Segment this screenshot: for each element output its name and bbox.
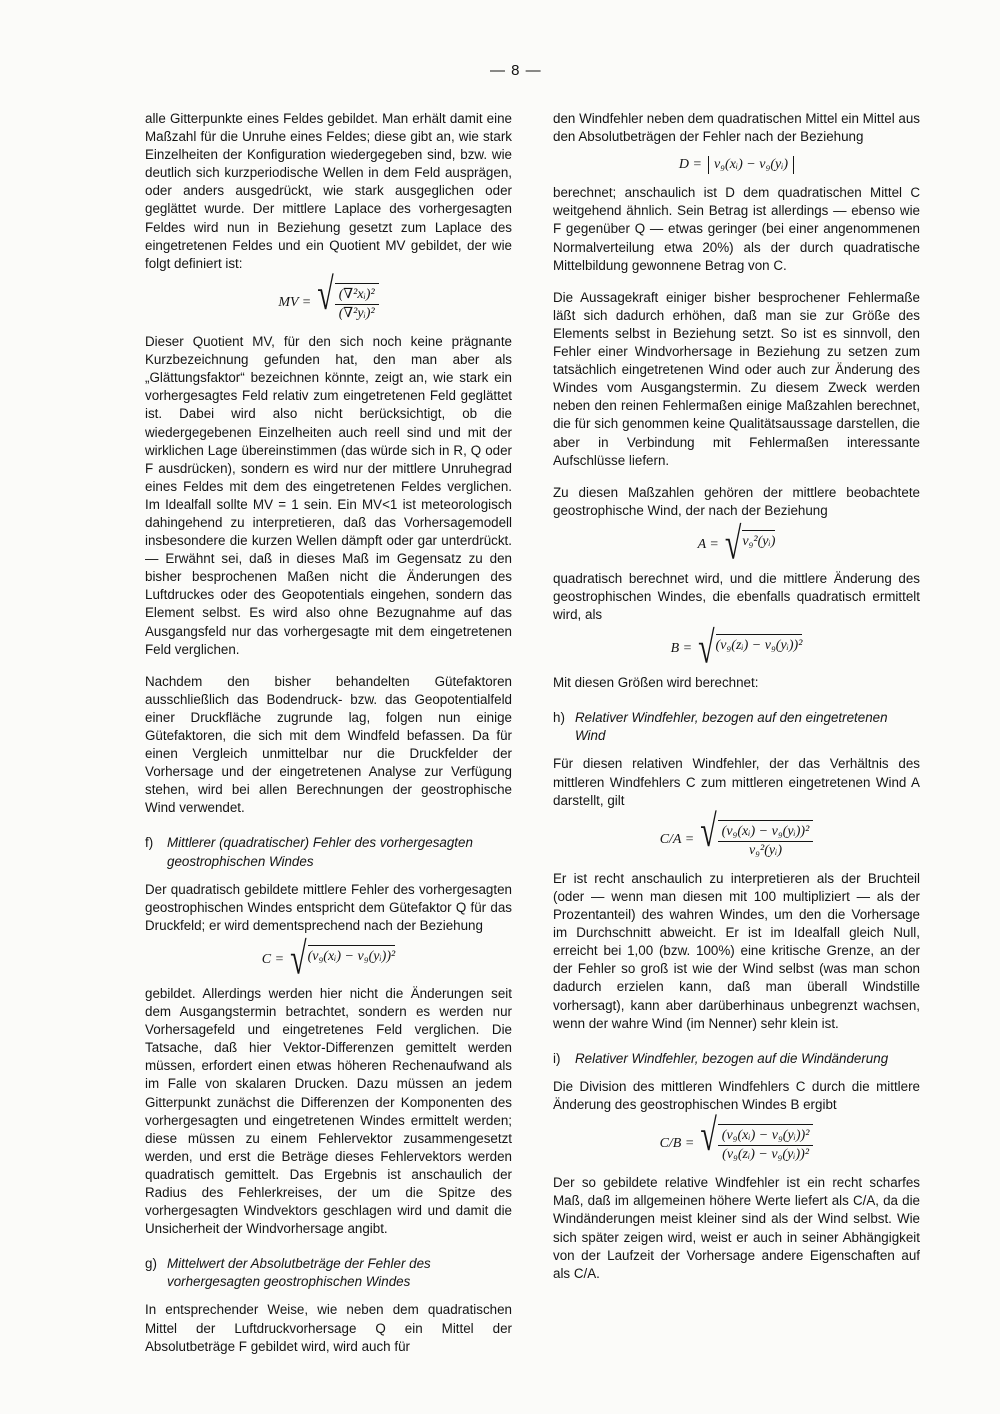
formula-expression: (v₉(zᵢ) − v₉(yᵢ))² [716, 634, 803, 664]
paragraph: Nachdem den bisher behandelten Gütefaktoren ausschließlich das Bodendruck- bzw. das Geopotentialfeld einer Druckfläche zugrunde lag, folgen nun einige Gütefaktoren, die sich mit dem Windfeld befassen. Da für einen Vergleich unmittelbar nur die Druckfelder der Vorhersage und der eingetretenen Analyse zur Verfügung stehen, wird bei allen Berechnungen der geostrophische Wind verwendet. [145, 673, 512, 816]
formula-expression: (v₉(xᵢ) − v₉(yᵢ))² [308, 945, 396, 975]
paragraph: Die Aussagekraft einiger bisher besprochener Fehlermaße läßt sich dadurch erhöhen, daß man sie zur Größe des Elements selbst in Beziehung setzt. So ist es sinnvoll, den Fehler einer Windvorhersage in Beziehung zu setzen zum tatsächlich eingetretenen Wind oder auch zur Änderung des Windes vom Ausgangstermin. Zu diesem Zweck werden neben den reinen Fehlermaßen einige Maßzahlen berechnet, die für sich genommen keine Qualitätsaussage darstellen, die aber in Verbindung mit Fehlermaßen interessante Aufschlüsse liefern. [553, 289, 920, 468]
sqrt-sign [724, 519, 776, 569]
paragraph: Die Division des mittleren Windfehlers C durch die mittlere Änderung des geostrophischen Windes B ergibt [553, 1078, 920, 1112]
section-title: Relativer Windfehler, bezogen auf den eingetretenen Wind [575, 710, 888, 744]
radical-icon: √ [317, 269, 334, 320]
formula-lhs: C/A = [659, 831, 695, 847]
paragraph: quadratisch berechnet wird, und die mittlere Änderung des geostrophischen Windes, die ebenfalls quadratisch ermittelt wird, als [553, 570, 920, 623]
section-heading-g [145, 1255, 512, 1291]
formula-expression: v₉²(yᵢ) [742, 530, 775, 560]
paragraph: Für diesen relativen Windfehler, der das Verhältnis des mittleren Windfehlers C zum mittleren eingetretenen Wind A darstellt, gilt [553, 756, 920, 808]
fraction-numerator: (v₉(xᵢ) − v₉(yᵢ))² [718, 823, 814, 842]
paragraph: Er ist recht anschaulich zu interpretieren als der Bruchteil (oder — wenn man diesen mit 100 multipliziert — als der Prozentanteil) des wahren Windes, um den die Vorhersage im Durchschnitt abweicht. Er ist im Idealfall gleich Null, erreicht bei 1,00 (bzw. 100%) eine kritische Grenze, an der der Fehler so groß ist wie der Wind selbst (was man schon dadurch erzielen kann, daß man überall Windstille vorhersagt), kann aber darüberhinaus unbegrenzt wachsen, wenn der wahre Wind (im Nenner) sehr klein ist. [553, 870, 920, 1031]
page-number: — 8 — [490, 62, 542, 79]
section-heading-h [553, 709, 920, 745]
sqrt-sign [700, 806, 813, 860]
formula-lhs: C/B = [659, 1136, 695, 1152]
paragraph: In entsprechender Weise, wie neben dem quadratischen Mittel der Luftdruckvorhersage Q ein Mittel der Absolutbeträge F gebildet wird, wird auch für [145, 1302, 512, 1354]
paragraph: berechnet; anschaulich ist D dem quadratischen Mittel C weitgehend ähnlich. Sein Betrag ist allerdings — ebenso wie F gegenüber Q — etwas geringer (bei einer angenommenen Normalverteilung etwa 20%) als der durch quadratische Mittelbildung gewonnene Betrag von C. [553, 185, 920, 273]
paragraph: Der quadratisch gebildete mittlere Fehler des vorhergesagten geostrophischen Windes entspricht dem Gütefaktor Q für das Druckfeld; er wird dementsprechend nach der Beziehung [145, 881, 512, 933]
formula-lhs: B = [670, 641, 693, 657]
section-label: i) [553, 1050, 561, 1066]
section-label: f) [145, 835, 154, 851]
section-title: Mittelwert der Absolutbeträge der Fehler des vorhergesagten geostrophischen Windes [167, 1256, 431, 1290]
formula-d [553, 156, 920, 174]
paragraph: Dieser Quotient MV, für den sich noch keine prägnante Kurzbezeichnung gefunden hat, den man aber als „Glättungsfaktor“ bezeichnen könnte, zeigt an, wie stark ein vorhergesagtes Feld relativ zum eingetretenen Feld geglättet ist. Dabei wird also nicht berücksichtigt, ob die wiedergegebenen Einzelheiten auch reell sind und mit der wirklichen Lage übereinstimmen (das würde sich in R, Q oder F ausdrücken), sondern es wird nur der mittlere Unruhegrad eines Feldes mit dem des eingetretenen Feldes verglichen. Im Idealfall sollte MV = 1 sein. Ein MV<1 ist meteorologisch dahingehend zu interpretieren, daß das Vorhersagemodell insbesondere die kurzen Wellen dämpft oder gar unterdrückt. — Erwähnt sei, daß in dieses Maß im Gegensatz zu den bisher besprochenen Maßen nicht die Änderungen des Luftdruckes oder des Geopotentials eingehen, sondern das Element selbst. Es wird also ohne Bezugnahme auf das Ausgangsfeld nur das vorhergesagte mit dem eingetretenen Feld verglichen. [145, 334, 512, 657]
paragraph: Mit diesen Größen wird berechnet: [553, 675, 759, 691]
fraction-numerator: (v₉(xᵢ) − v₉(yᵢ))² [718, 1127, 814, 1146]
radical-icon: √ [290, 934, 307, 984]
section-title: Relativer Windfehler, bezogen auf die Windänderung [575, 1050, 889, 1066]
radical-icon: √ [700, 806, 717, 857]
formula-expression: v₉(xᵢ) − v₉(yᵢ) [708, 156, 794, 174]
right-column [553, 110, 920, 1283]
fraction-denominator: (∇²yᵢ)² [338, 305, 375, 321]
formula-b [553, 623, 920, 674]
section-title: Mittlerer (quadratischer) Fehler des vorhergesagten geostrophischen Windes [167, 835, 473, 869]
sqrt-sign [700, 1110, 813, 1164]
paragraph: Zu diesen Maßzahlen gehören der mittlere beobachtete geostrophische Wind, der nach der Beziehung [553, 484, 920, 518]
radical-icon: √ [700, 1110, 717, 1161]
formula-lhs: D = [678, 157, 702, 173]
paragraph: alle Gitterpunkte eines Feldes gebildet. Man erhält damit eine Maßzahl für die Unruhe eines Feldes; diese gibt an, wie stark Einzelheiten der Konfiguration wiedergegeben sind, bzw. wie deutlich sich kurzperiodische Wellen in dem Feld ausprägen, oder anders ausgedrückt, wie stark ausgeglichen oder geglättet wurde. Der mittlere Laplace des vorhergesagten Feldes wird nun in Beziehung gesetzt zum Laplace des eingetretenen Feldes und ein Quotient MV gebildet, der wie folgt definiert ist: [145, 111, 512, 271]
radical-icon: √ [724, 519, 742, 569]
sqrt-sign [698, 623, 803, 674]
sqrt-sign [317, 269, 378, 323]
sqrt-sign [290, 934, 396, 984]
formula-lhs: MV = [278, 294, 312, 310]
formula-a [553, 519, 920, 569]
section-heading-f [145, 834, 512, 870]
formula-lhs: C = [261, 951, 285, 967]
left-column [145, 110, 512, 1356]
formula-mv [145, 269, 512, 323]
paragraph: gebildet. Allerdings werden hier nicht die Änderungen seit dem Ausgangstermin betrachtet, sondern es werden nur Vorhersagefeld und eingetretenes Feld verglichen. Die Tatsache, daß hier Vektor-Differenzen gemittelt werden müssen, erfordert einen etwas höheren Rechenaufwand als im Falle von skalaren Drucken. Dazu müssen an jedem Gitterpunkt zunächst die Differenzen der Komponenten des vorhergesagten und eingetretenen Windes ermittelt werden; diese müssen zu einem Fehlervektor zusammengesetzt werden, und erst die Beträge dieses Fehlervektors werden quadratisch gemittelt. Das Ergebnis ist anschaulich der Radius des Fehlerkreises, der um die Spitze des vorhergesagten Windvektors geschlagen wird und damit die Unsicherheit der Windvorhersage angibt. [145, 985, 512, 1237]
section-label: h) [553, 710, 565, 726]
formula-c [145, 934, 512, 984]
paragraph: den Windfehler neben dem quadratischen Mittel ein Mittel aus den Absolutbeträgen der Fehler nach der Beziehung [553, 111, 920, 145]
fraction-denominator: v₉²(yᵢ) [748, 842, 782, 858]
formula-c-over-a [553, 806, 920, 860]
formula-lhs: A = [697, 536, 719, 552]
radical-icon: √ [698, 623, 715, 674]
paragraph: Der so gebildete relative Windfehler ist ein recht scharfes Maß, daß im allgemeinen höhere Werte liefert als C/A, da die Windänderungen meist kleiner sind als der Wind selbst. Wie sich später zeigen wird, weist er auch in seiner Abhängigkeit von der Laufzeit der Vorhersage andere Eigenschaften auf als C/A. [553, 1175, 920, 1281]
formula-c-over-b [553, 1110, 920, 1164]
section-label: g) [145, 1256, 157, 1272]
fraction-numerator: (∇²xᵢ)² [335, 286, 379, 305]
fraction-denominator: (v₉(zᵢ) − v₉(yᵢ))² [722, 1147, 810, 1163]
section-heading-i [553, 1050, 920, 1068]
